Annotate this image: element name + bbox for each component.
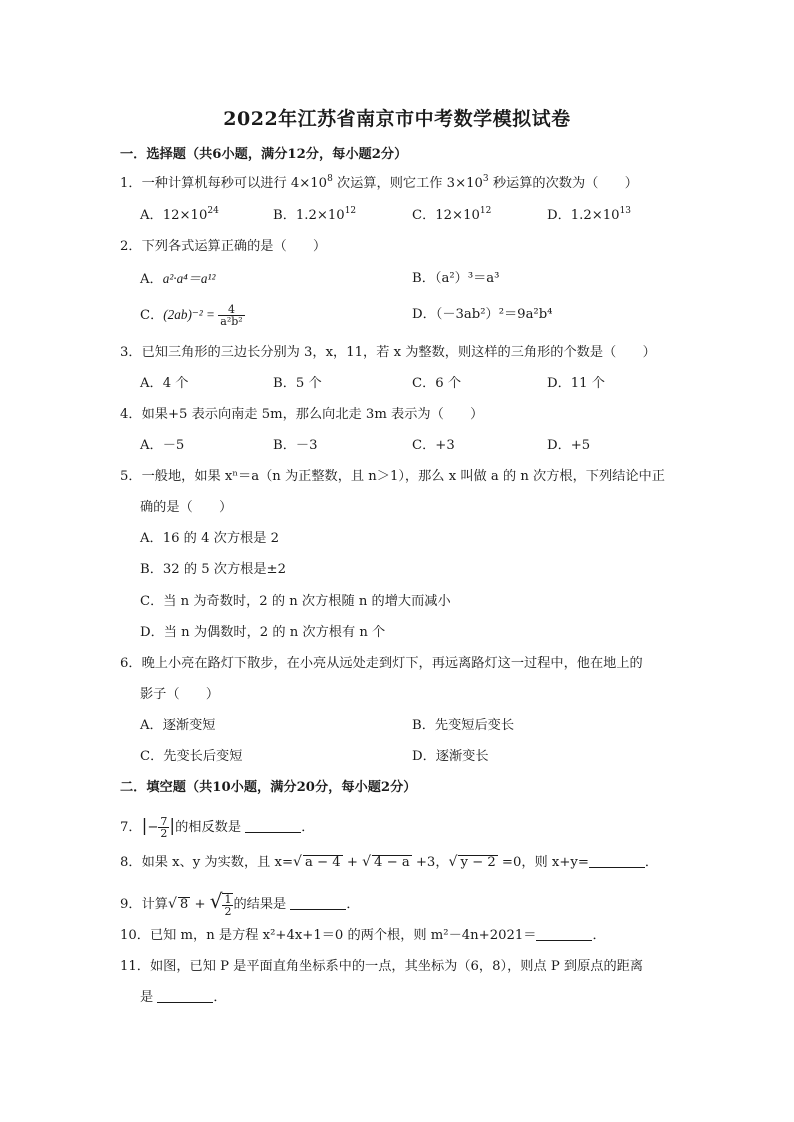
q1-stem-part: 秒运算的次数为（ ） <box>488 176 638 191</box>
fraction-numerator: 7 <box>160 815 168 828</box>
question-number: 11． <box>120 959 150 974</box>
radicand: a − 4 <box>304 855 341 870</box>
q1-option-c <box>412 207 491 225</box>
radicand: 4 − a <box>374 855 410 870</box>
abs-bar-left: | <box>141 816 148 836</box>
question-text: +3， <box>411 855 449 870</box>
answer-blank[interactable] <box>536 928 592 941</box>
plus-sign: + <box>190 897 210 912</box>
question-7 <box>120 811 314 843</box>
period: ． <box>592 928 606 943</box>
question-number: 9． <box>120 897 142 912</box>
answer-blank[interactable] <box>290 897 346 910</box>
question-text: 的相反数是 <box>175 820 242 835</box>
q3-option-a: A．4 个 <box>140 376 189 391</box>
fraction <box>158 816 169 839</box>
q1-stem-part: 一种计算机每秒可以进行 4×10 <box>141 176 328 191</box>
option-value: 12×10 <box>162 208 208 223</box>
question-1-stem <box>120 175 638 193</box>
abs-bar-right: | <box>169 816 176 836</box>
question-4-stem <box>120 406 483 424</box>
fraction <box>222 893 233 917</box>
radical-sign: √ <box>293 854 302 870</box>
option-expression: （－3ab²）²＝9a²b⁴ <box>435 307 553 322</box>
q4-option-a: A．－5 <box>140 438 185 453</box>
question-10 <box>120 927 606 945</box>
question-text: 如果+5 表示向南走 5m，那么向北走 3m 表示为（ ） <box>141 407 484 422</box>
question-5-stem <box>120 468 665 486</box>
option-exponent: 12 <box>344 206 357 216</box>
q5-option-b: B．32 的 5 次方根是±2 <box>140 562 287 577</box>
option-expression: (2ab)⁻² = <box>163 307 219 322</box>
minus-sign: − <box>147 820 159 835</box>
q2-option-a <box>140 270 215 289</box>
q1-option-b <box>273 207 356 225</box>
q2-option-d <box>412 306 552 324</box>
question-text: 晚上小亮在路灯下散步，在小亮从远处走到灯下，再远离路灯这一过程中，他在地上的 <box>141 656 643 671</box>
q3-option-d: D．11 个 <box>547 376 605 391</box>
option-expression: a²·a⁴＝a¹² <box>162 271 216 286</box>
option-value: 1.2×10 <box>570 208 620 223</box>
q4-option-b: B．－3 <box>273 438 318 453</box>
period: ． <box>644 855 659 870</box>
radicand: 8 <box>179 897 189 912</box>
q1-exponent: 8 <box>327 174 333 184</box>
q3-option-c: C．6 个 <box>412 376 462 391</box>
answer-blank[interactable] <box>157 990 213 1003</box>
question-number: 7． <box>120 820 142 835</box>
question-number: 5． <box>120 469 142 484</box>
question-8 <box>120 853 658 872</box>
q6-option-a: A．逐渐变短 <box>140 718 216 733</box>
question-number: 8． <box>120 855 142 870</box>
option-exponent: 24 <box>207 206 219 216</box>
option-label: D． <box>412 307 436 322</box>
option-exponent: 12 <box>479 206 492 216</box>
question-6-stem-cont: 影子（ ） <box>140 687 220 702</box>
answer-blank[interactable] <box>245 820 301 833</box>
question-number: 2． <box>120 239 142 254</box>
question-6-stem <box>120 655 643 673</box>
q4-option-c: C．+3 <box>412 438 455 453</box>
period: ． <box>346 897 360 912</box>
question-number: 4． <box>120 407 142 422</box>
question-number: 10． <box>120 928 150 943</box>
question-text: 下列各式运算正确的是（ ） <box>141 239 327 254</box>
question-number: 3． <box>120 345 142 360</box>
q2-option-c <box>140 300 245 331</box>
radical-sign: √ <box>362 854 371 870</box>
question-11-stem <box>120 958 643 976</box>
question-text: 已知三角形的三边长分别为 3，x，11，若 x 为整数，则这样的三角形的个数是（ ） <box>141 345 656 360</box>
q5-option-c: C．当 n 为奇数时，2 的 n 次方根随 n 的增大而减小 <box>140 594 451 609</box>
q5-option-a: A．16 的 4 次方根是 2 <box>140 531 279 546</box>
question-text: 如图，已知 P 是平面直角坐标系中的一点，其坐标为（6，8），则点 P 到原点的距离 <box>149 959 644 974</box>
q1-option-d <box>547 207 631 225</box>
period: ． <box>213 990 227 1005</box>
option-label: B． <box>273 208 296 223</box>
q2-option-b <box>412 270 499 288</box>
option-label: D． <box>547 208 571 223</box>
answer-blank[interactable] <box>589 855 645 868</box>
question-text: 是 <box>140 990 154 1005</box>
question-number: 1． <box>120 176 142 191</box>
option-label: B． <box>412 271 435 286</box>
period: ． <box>301 820 315 835</box>
question-text: 如果 x、y 为实数，且 x= <box>141 855 294 870</box>
option-value: 1.2×10 <box>295 208 345 223</box>
q5-option-d: D．当 n 为偶数时，2 的 n 次方根有 n 个 <box>140 625 386 640</box>
question-2-stem <box>120 238 326 256</box>
q4-option-d: D．+5 <box>547 438 591 453</box>
question-9 <box>120 885 360 921</box>
q3-option-b: B．5 个 <box>273 376 322 391</box>
radical-sign: √ <box>209 889 223 913</box>
option-label: C． <box>140 308 164 323</box>
question-text: 一般地，如果 xⁿ＝a（n 为正整数，且 n＞1），那么 x 叫做 a 的 n 次方根，下列结论中正 <box>141 469 665 484</box>
radical-sign: √ <box>167 896 177 912</box>
section-heading-choice: 一．选择题（共6小题，满分12分，每小题2分） <box>120 147 408 162</box>
question-5-stem-cont: 确的是（ ） <box>140 500 233 515</box>
question-text: 的结果是 <box>233 897 287 912</box>
option-label: A． <box>140 208 163 223</box>
q1-exponent: 3 <box>482 174 489 184</box>
option-exponent: 13 <box>619 206 632 216</box>
question-3-stem <box>120 344 656 362</box>
fraction-denominator: 2 <box>224 904 232 918</box>
fraction-numerator: 1 <box>224 892 232 906</box>
question-text: 计算 <box>141 897 168 912</box>
option-label: C． <box>412 208 436 223</box>
radicand: y − 2 <box>460 855 496 870</box>
fraction <box>218 304 244 327</box>
option-label: A． <box>140 272 163 287</box>
q1-stem-part: 次运算，则它工作 3×10 <box>332 176 483 191</box>
page-title: 2022年江苏省南京市中考数学模拟试卷 <box>223 108 571 130</box>
question-11-stem-cont <box>140 989 227 1007</box>
q6-option-d: D．逐渐变长 <box>412 749 489 764</box>
fraction-numerator: 4 <box>227 303 235 316</box>
section-heading-fill-blank: 二．填空题（共10小题，满分20分，每小题2分） <box>120 780 417 795</box>
fraction-denominator: a²b² <box>220 315 243 328</box>
plus-sign: + <box>342 855 363 870</box>
question-text: 已知 m，n 是方程 x²+4x+1＝0 的两个根，则 m²－4n+2021＝ <box>149 928 537 943</box>
option-expression: （a²）³＝a³ <box>434 271 500 286</box>
question-number: 6． <box>120 656 142 671</box>
radical-sign: √ <box>448 854 458 870</box>
option-value: 12×10 <box>435 208 480 223</box>
question-text: =0，则 x+y= <box>497 855 589 870</box>
q6-option-b: B．先变短后变长 <box>412 718 515 733</box>
q6-option-c: C．先变长后变短 <box>140 749 243 764</box>
q1-option-a <box>140 207 219 225</box>
fraction-denominator: 2 <box>160 827 168 840</box>
